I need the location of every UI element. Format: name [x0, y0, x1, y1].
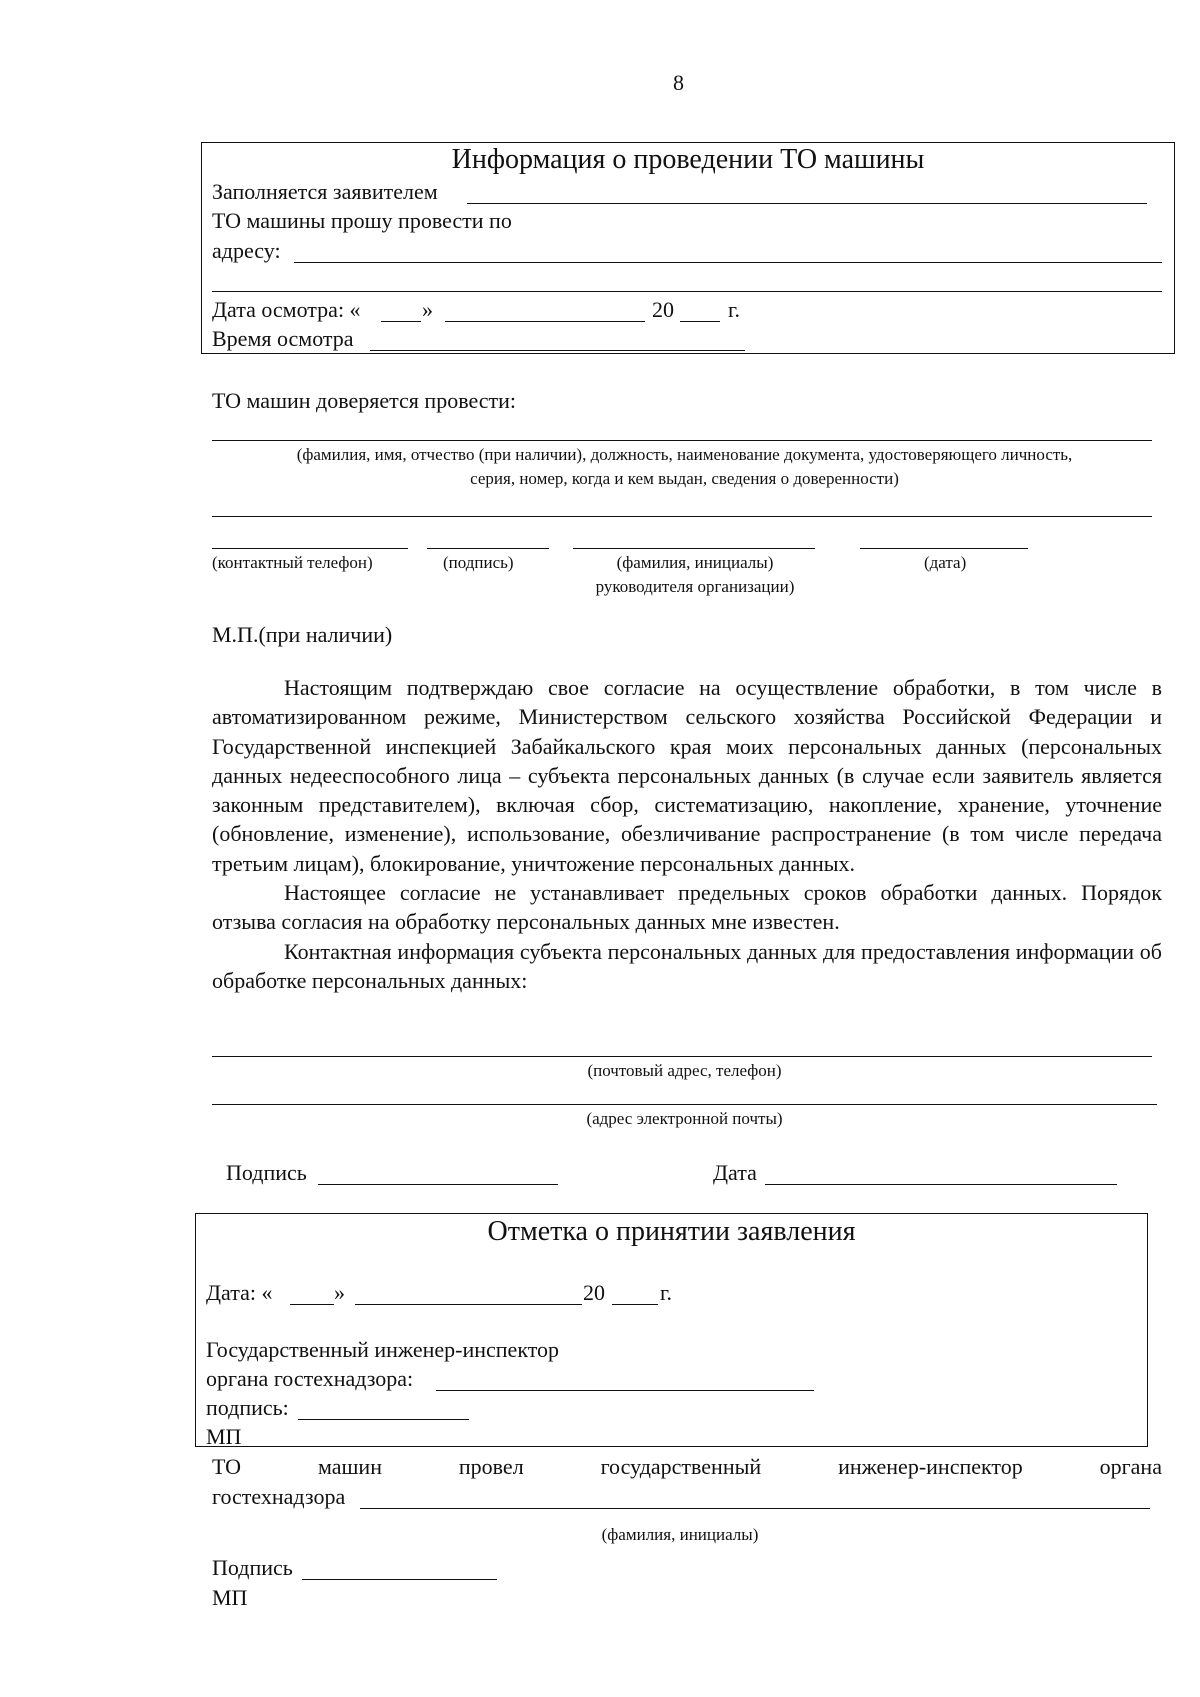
acceptance-stamp: МП: [206, 1424, 242, 1449]
conducted-word-2: машин: [317, 1454, 382, 1479]
inspection-day-field[interactable]: [381, 321, 421, 322]
conducted-word-5: инженер-инспектор: [838, 1454, 1023, 1479]
filled-by-label: Заполняется заявителем: [212, 179, 438, 204]
acceptance-box: [195, 1213, 1148, 1447]
acceptance-month-field[interactable]: [355, 1304, 582, 1305]
signature-field[interactable]: [427, 548, 549, 549]
filled-by-field[interactable]: [467, 203, 1147, 204]
inspection-time-field[interactable]: [370, 350, 745, 351]
inspection-year-suffix: г.: [728, 297, 741, 322]
consent-paragraph-1: Настоящим подтверждаю свое согласие на осуществление обработки, в том числе в автоматизированном режиме, Министерством сельского хозяйства Российской Федерации и Государственной инспекцией Забайкальского края моих персональных данных (персональных данных недееспособного лица – субъекта персональных данных (в случае если заявитель является законным представителем), включая сбор, систематизацию, накопление, хранение, уточнение (обновление, изменение), использование, обезличивание распространение (в том числе передача третьим лицам), блокирование, уничтожение персональных данных.: [212, 675, 1162, 876]
caption-head-name-2: руководителя организации): [595, 577, 795, 596]
trustee-caption-2: серия, номер, когда и кем выдан, сведения о доверенности): [470, 469, 899, 488]
consent-signature-label: Подпись: [226, 1160, 307, 1185]
to-info-title: Информация о проведении ТО машины: [451, 144, 925, 175]
conducted-signature-label: Подпись: [212, 1555, 293, 1580]
trust-stamp: [212, 622, 392, 648]
acceptance-signature-label: подпись:: [206, 1395, 289, 1420]
trust-heading: ТО машин доверяется провести:: [212, 388, 517, 413]
consent-signature-field[interactable]: [318, 1184, 558, 1185]
request-address-label: адресу:: [212, 238, 281, 263]
acceptance-year-field[interactable]: [612, 1304, 658, 1305]
trustee-field-1[interactable]: [212, 440, 1152, 441]
inspection-date-close: »: [422, 297, 433, 322]
conducted-word-4: государственный: [600, 1454, 762, 1479]
inspection-year-field[interactable]: [680, 321, 720, 322]
caption-phone: (контактный телефон): [212, 553, 373, 572]
email-field[interactable]: [212, 1104, 1157, 1105]
consent-paragraph-3: Контактная информация субъекта персональных данных для предоставления информации об обработке персональных данных:: [212, 938, 1162, 993]
caption-signature: (подпись): [443, 553, 514, 572]
inspector-line-1: Государственный инженер-инспектор: [206, 1337, 560, 1362]
address-field-2[interactable]: [212, 291, 1162, 292]
phone-field[interactable]: [212, 548, 408, 549]
inspector-field[interactable]: [436, 1390, 814, 1391]
consent-text: [212, 673, 1162, 995]
acceptance-title: Отметка о принятии заявления: [487, 1216, 856, 1247]
conducted-line-2-label: гостехнадзора: [212, 1484, 346, 1509]
consent-date-field[interactable]: [765, 1184, 1117, 1185]
acceptance-date-close: »: [334, 1280, 345, 1305]
caption-date: (дата): [924, 553, 967, 572]
conducted-name-field[interactable]: [360, 1508, 1150, 1509]
acceptance-signature-field[interactable]: [298, 1419, 469, 1420]
trust-stamp-text: М.П.(при наличии): [212, 622, 393, 647]
conducted-word-1: ТО: [212, 1454, 242, 1479]
conducted-word-3: провел: [458, 1454, 524, 1479]
conducted-stamp: МП: [212, 1585, 248, 1610]
caption-postal: (почтовый адрес, телефон): [587, 1061, 782, 1080]
postal-field[interactable]: [212, 1056, 1152, 1057]
acceptance-day-field[interactable]: [290, 1304, 334, 1305]
inspection-month-field[interactable]: [445, 321, 645, 322]
inspection-time-label: Время осмотра: [212, 326, 354, 351]
inspector-line-2: органа гостехнадзора:: [206, 1366, 414, 1391]
trustee-caption-1: (фамилия, имя, отчество (при наличии), должность, наименование документа, удостоверяющего личность,: [296, 445, 1073, 464]
trustee-field-2[interactable]: [212, 516, 1152, 517]
acceptance-date-label: Дата: «: [206, 1280, 273, 1305]
acceptance-year-suffix: г.: [660, 1280, 673, 1305]
caption-head-name-1: (фамилия, инициалы): [616, 553, 774, 572]
acceptance-year-prefix: 20: [583, 1280, 605, 1305]
conducted-line-1: [212, 1454, 1162, 1480]
consent-date-label: Дата: [713, 1160, 757, 1185]
caption-conducted-name: (фамилия, инициалы): [601, 1525, 759, 1544]
address-field-1[interactable]: [294, 262, 1162, 263]
page-number: 8: [673, 70, 684, 95]
conducted-signature-field[interactable]: [302, 1579, 497, 1580]
head-name-field[interactable]: [573, 548, 815, 549]
inspection-year-prefix: 20: [652, 297, 674, 322]
request-line-1: ТО машины прошу провести по: [212, 208, 512, 233]
consent-paragraph-2: Настоящее согласие не устанавливает предельных сроков обработки данных. Порядок отзыва согласия на обработку персональных данных мне известен.: [212, 880, 1162, 935]
conducted-word-6: органа: [1099, 1454, 1162, 1479]
caption-email: (адрес электронной почты): [586, 1109, 783, 1128]
inspection-date-label: Дата осмотра: «: [212, 297, 361, 322]
trust-date-field[interactable]: [860, 548, 1028, 549]
